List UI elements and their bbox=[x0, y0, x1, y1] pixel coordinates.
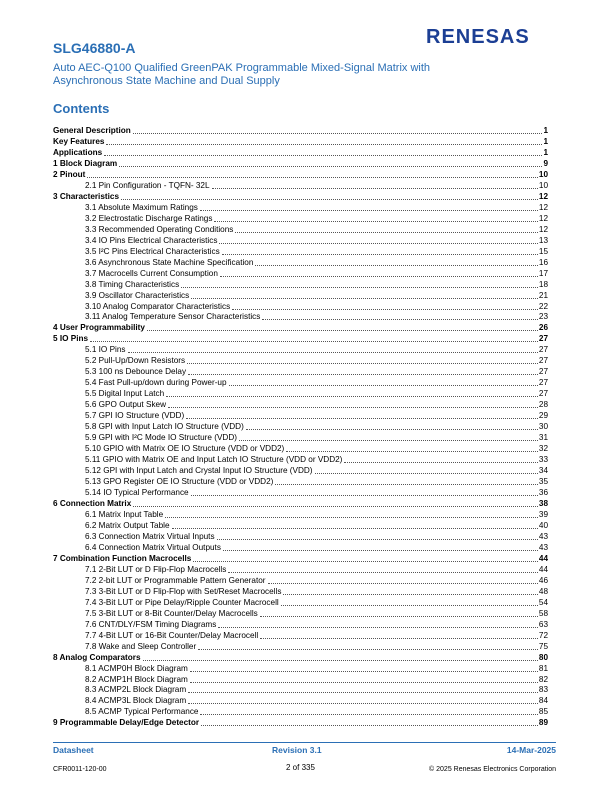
toc-entry-title: General Description bbox=[53, 126, 131, 135]
toc-entry-page: 75 bbox=[538, 641, 548, 651]
toc-entry-title: 5.10 GPIO with Matrix OE IO Structure (VDD or VDD2) bbox=[85, 444, 285, 454]
toc-entry[interactable] bbox=[53, 280, 548, 290]
toc-entry-title: 5.12 GPI with Input Latch and Crystal Input IO Structure (VDD) bbox=[85, 466, 313, 476]
toc-entry[interactable] bbox=[53, 675, 548, 685]
toc-entry[interactable] bbox=[53, 148, 548, 158]
toc-entry-title: 5.4 Fast Pull-up/down during Power-up bbox=[85, 378, 227, 388]
toc-entry-page: 12 bbox=[538, 191, 548, 201]
toc-entry[interactable] bbox=[53, 225, 548, 235]
toc-entry[interactable] bbox=[53, 203, 548, 213]
toc-entry[interactable] bbox=[53, 466, 548, 476]
logo-text: RENESAS bbox=[426, 26, 530, 48]
toc-entry-page: 40 bbox=[538, 520, 548, 530]
toc-entry-title: 3.8 Timing Characteristics bbox=[85, 279, 180, 289]
toc-entry-page: 30 bbox=[538, 422, 548, 432]
toc-entry[interactable] bbox=[53, 433, 548, 443]
toc-entry-title: 4 User Programmability bbox=[53, 323, 145, 333]
toc-entry-page: 83 bbox=[538, 685, 548, 695]
toc-entry[interactable] bbox=[53, 170, 548, 180]
toc-entry[interactable] bbox=[53, 565, 548, 575]
toc-entry-page: 33 bbox=[538, 455, 548, 465]
toc-entry[interactable] bbox=[53, 345, 548, 355]
toc-leader-dots bbox=[201, 725, 538, 726]
toc-entry-title: 8.3 ACMP2L Block Diagram bbox=[85, 685, 187, 695]
toc-leader-dots bbox=[90, 341, 538, 342]
toc-entry-title: 8 Analog Comparators bbox=[53, 652, 141, 662]
toc-entry[interactable] bbox=[53, 411, 548, 421]
toc-entry[interactable] bbox=[53, 543, 548, 553]
toc-entry-title: 7.4 3-Bit LUT or Pipe Delay/Ripple Counter Macrocell bbox=[85, 597, 279, 607]
toc-entry-title: 3 Characteristics bbox=[53, 191, 119, 201]
toc-leader-dots bbox=[119, 166, 542, 167]
toc-entry-page: 1 bbox=[543, 147, 548, 157]
toc-entry-page: 72 bbox=[538, 630, 548, 640]
footer-divider bbox=[53, 742, 556, 743]
toc-leader-dots bbox=[133, 133, 543, 134]
toc-entry-title: 8.4 ACMP3L Block Diagram bbox=[85, 696, 187, 706]
toc-entry-page: 22 bbox=[538, 301, 548, 311]
toc-entry[interactable] bbox=[53, 521, 548, 531]
toc-leader-dots bbox=[165, 517, 538, 518]
toc-entry-page: 1 bbox=[543, 136, 548, 146]
toc-entry[interactable] bbox=[53, 455, 548, 465]
toc-entry[interactable] bbox=[53, 532, 548, 542]
toc-entry-title: 5.14 IO Typical Performance bbox=[85, 488, 189, 497]
toc-entry-title: 1 Block Diagram bbox=[53, 158, 118, 168]
toc-entry[interactable] bbox=[53, 302, 548, 312]
toc-entry[interactable] bbox=[53, 620, 548, 630]
toc-leader-dots bbox=[232, 309, 538, 310]
toc-entry-page: 12 bbox=[538, 202, 548, 212]
toc-entry-page: 44 bbox=[538, 553, 548, 563]
toc-entry[interactable] bbox=[53, 356, 548, 366]
toc-entry[interactable] bbox=[53, 685, 548, 695]
toc-entry-title: 8.1 ACMP0H Block Diagram bbox=[85, 663, 188, 673]
toc-entry-title: 6.4 Connection Matrix Virtual Outputs bbox=[85, 542, 221, 552]
toc-entry-title: Key Features bbox=[53, 136, 105, 146]
toc-entry-page: 17 bbox=[538, 268, 548, 278]
toc-leader-dots bbox=[286, 451, 538, 452]
toc-entry-title: 3.6 Asynchronous State Machine Specification bbox=[85, 257, 254, 267]
toc-entry-page: 26 bbox=[538, 323, 548, 333]
toc-entry[interactable] bbox=[53, 576, 548, 586]
footer-revision: Revision 3.1 bbox=[272, 745, 322, 755]
footer-code: CFR0011-120-00 bbox=[53, 766, 107, 773]
toc-entry[interactable] bbox=[53, 609, 548, 619]
toc-entry-title: 3.7 Macrocells Current Consumption bbox=[85, 268, 218, 278]
toc-entry-page: 38 bbox=[538, 498, 548, 508]
toc-entry-title: 5 IO Pins bbox=[53, 334, 89, 344]
toc-entry-title: 2 Pinout bbox=[53, 169, 86, 179]
toc-entry[interactable] bbox=[53, 554, 548, 564]
toc-entry-title: 7.1 2-Bit LUT or D Flip-Flop Macrocells bbox=[85, 564, 227, 574]
toc-leader-dots bbox=[188, 703, 538, 704]
toc-entry[interactable] bbox=[53, 707, 548, 717]
toc-entry-title: 6.2 Matrix Output Table bbox=[85, 520, 170, 530]
toc-entry-title: 5.3 100 ns Debounce Delay bbox=[85, 367, 187, 377]
toc-leader-dots bbox=[186, 418, 538, 419]
contents-heading: Contents bbox=[53, 101, 110, 116]
toc-entry-page: 27 bbox=[538, 345, 548, 355]
toc-leader-dots bbox=[255, 265, 537, 266]
footer-page-number: 2 of 335 bbox=[286, 763, 315, 772]
toc-entry-page: 10 bbox=[538, 180, 548, 190]
toc-entry-page: 23 bbox=[538, 312, 548, 322]
footer-copyright: © 2025 Renesas Electronics Corporation bbox=[429, 766, 556, 773]
toc-entry[interactable] bbox=[53, 137, 548, 147]
toc-entry-page: 39 bbox=[538, 509, 548, 519]
toc-leader-dots bbox=[121, 199, 538, 200]
toc-leader-dots bbox=[191, 298, 538, 299]
toc-entry-page: 29 bbox=[538, 411, 548, 421]
toc-leader-dots bbox=[188, 374, 538, 375]
toc-entry-title: 3.10 Analog Comparator Characteristics bbox=[85, 301, 231, 311]
toc-entry[interactable] bbox=[53, 291, 548, 301]
toc-leader-dots bbox=[106, 144, 542, 145]
toc-entry[interactable] bbox=[53, 312, 548, 322]
toc-entry-page: 16 bbox=[538, 257, 548, 267]
toc-entry-title: 6 Connection Matrix bbox=[53, 498, 132, 508]
toc-leader-dots bbox=[344, 462, 537, 463]
toc-entry[interactable] bbox=[53, 664, 548, 674]
toc-entry[interactable] bbox=[53, 653, 548, 663]
toc-entry-page: 12 bbox=[538, 224, 548, 234]
toc-entry-page: 9 bbox=[543, 158, 548, 168]
toc-entry-page: 27 bbox=[538, 378, 548, 388]
toc-leader-dots bbox=[128, 352, 538, 353]
toc-entry-page: 44 bbox=[538, 564, 548, 574]
toc-entry-page: 32 bbox=[538, 444, 548, 454]
toc-entry-page: 15 bbox=[538, 246, 548, 256]
toc-entry-page: 34 bbox=[538, 466, 548, 476]
toc-leader-dots bbox=[235, 232, 538, 233]
toc-entry-page: 28 bbox=[538, 400, 548, 410]
toc-entry[interactable] bbox=[53, 477, 548, 487]
toc-leader-dots bbox=[283, 594, 537, 595]
toc-leader-dots bbox=[190, 682, 538, 683]
toc-entry[interactable] bbox=[53, 587, 548, 597]
toc-leader-dots bbox=[218, 627, 538, 628]
toc-leader-dots bbox=[260, 638, 538, 639]
renesas-logo bbox=[426, 24, 558, 53]
toc-entry-page: 43 bbox=[538, 542, 548, 552]
toc-entry-title: 3.11 Analog Temperature Sensor Characteristics bbox=[85, 312, 261, 322]
toc-entry-title: 7.6 CNT/DLY/FSM Timing Diagrams bbox=[85, 619, 217, 629]
toc-entry-page: 82 bbox=[538, 674, 548, 684]
toc-leader-dots bbox=[188, 692, 538, 693]
toc-entry-page: 85 bbox=[538, 707, 548, 717]
toc-entry[interactable] bbox=[53, 181, 548, 191]
toc-leader-dots bbox=[166, 396, 538, 397]
toc-entry[interactable] bbox=[53, 389, 548, 399]
footer-date: 14-Mar-2025 bbox=[506, 745, 556, 755]
toc-entry-title: 5.13 GPO Register OE IO Structure (VDD or VDD2) bbox=[85, 477, 274, 487]
toc-entry[interactable] bbox=[53, 499, 548, 509]
toc-leader-dots bbox=[262, 319, 538, 320]
toc-entry-title: 5.7 GPI IO Structure (VDD) bbox=[85, 411, 185, 421]
toc-entry-page: 13 bbox=[538, 235, 548, 245]
toc-entry-page: 46 bbox=[538, 575, 548, 585]
toc-entry-title: 7 Combination Function Macrocells bbox=[53, 553, 192, 563]
toc-entry[interactable] bbox=[53, 126, 548, 136]
toc-leader-dots bbox=[172, 528, 538, 529]
toc-entry-title: 7.5 3-Bit LUT or 8-Bit Counter/Delay Macrocells bbox=[85, 608, 258, 618]
toc-leader-dots bbox=[212, 188, 538, 189]
toc-leader-dots bbox=[260, 616, 538, 617]
toc-entry-title: 8.5 ACMP Typical Performance bbox=[85, 707, 199, 717]
toc-entry-page: 81 bbox=[538, 663, 548, 673]
toc-entry[interactable] bbox=[53, 334, 548, 344]
toc-leader-dots bbox=[281, 605, 538, 606]
toc-entry-title: 3.1 Absolute Maximum Ratings bbox=[85, 202, 198, 212]
toc-entry-title: 7.7 4-Bit LUT or 16-Bit Counter/Delay Macrocell bbox=[85, 630, 259, 640]
toc-entry[interactable] bbox=[53, 247, 548, 257]
toc-entry[interactable] bbox=[53, 400, 548, 410]
toc-entry-page: 27 bbox=[538, 334, 548, 344]
toc-leader-dots bbox=[198, 649, 538, 650]
toc-entry-title: 5.1 IO Pins bbox=[85, 345, 126, 355]
toc-entry-page: 63 bbox=[538, 619, 548, 629]
toc-entry-title: 5.6 GPO Output Skew bbox=[85, 400, 167, 410]
toc-entry-title: 3.2 Electrostatic Discharge Ratings bbox=[85, 213, 213, 223]
toc-entry-page: 54 bbox=[538, 597, 548, 607]
toc-leader-dots bbox=[190, 671, 538, 672]
toc-leader-dots bbox=[87, 177, 538, 178]
toc-leader-dots bbox=[229, 385, 538, 386]
toc-entry-page: 10 bbox=[538, 169, 548, 179]
toc-entry-title: 7.3 3-Bit LUT or D Flip-Flop with Set/Reset Macrocells bbox=[85, 586, 282, 596]
toc-entry-title: 9 Programmable Delay/Edge Detector bbox=[53, 718, 200, 728]
toc-leader-dots bbox=[214, 221, 537, 222]
toc-entry-page: 27 bbox=[538, 367, 548, 377]
toc-entry-title: 5.5 Digital Input Latch bbox=[85, 389, 165, 399]
toc-leader-dots bbox=[223, 550, 538, 551]
toc-leader-dots bbox=[222, 254, 538, 255]
toc-entry-page: 31 bbox=[538, 433, 548, 443]
toc-leader-dots bbox=[104, 155, 542, 156]
toc-entry-page: 35 bbox=[538, 477, 548, 487]
toc-entry-page: 1 bbox=[543, 126, 548, 135]
toc-leader-dots bbox=[200, 210, 538, 211]
toc-entry-title: 2.1 Pin Configuration - TQFN- 32L bbox=[85, 180, 210, 190]
toc-entry-title: 6.3 Connection Matrix Virtual Inputs bbox=[85, 531, 215, 541]
toc-entry[interactable] bbox=[53, 258, 548, 268]
toc-entry[interactable] bbox=[53, 642, 548, 652]
toc-entry[interactable] bbox=[53, 269, 548, 279]
toc-leader-dots bbox=[275, 484, 538, 485]
toc-entry-title: 7.2 2-bit LUT or Programmable Pattern Generator bbox=[85, 575, 266, 585]
toc-entry-page: 12 bbox=[538, 213, 548, 223]
toc-entry-title: 5.2 Pull-Up/Down Resistors bbox=[85, 356, 186, 366]
toc-leader-dots bbox=[168, 407, 538, 408]
toc-entry[interactable] bbox=[53, 598, 548, 608]
toc-leader-dots bbox=[133, 506, 538, 507]
toc-leader-dots bbox=[143, 660, 538, 661]
toc-entry-title: 3.9 Oscillator Characteristics bbox=[85, 290, 190, 300]
toc-entry[interactable] bbox=[53, 323, 548, 333]
toc-entry[interactable] bbox=[53, 718, 548, 728]
toc-entry-title: 7.8 Wake and Sleep Controller bbox=[85, 641, 197, 651]
toc-entry[interactable] bbox=[53, 631, 548, 641]
toc-entry-page: 36 bbox=[538, 488, 548, 497]
toc-entry-title: 8.2 ACMP1H Block Diagram bbox=[85, 674, 188, 684]
toc-entry[interactable] bbox=[53, 192, 548, 202]
toc-leader-dots bbox=[191, 495, 538, 496]
toc-entry[interactable] bbox=[53, 378, 548, 388]
toc-leader-dots bbox=[246, 429, 538, 430]
toc-entry[interactable] bbox=[53, 214, 548, 224]
toc-entry[interactable] bbox=[53, 696, 548, 706]
toc-leader-dots bbox=[147, 330, 538, 331]
toc-entry-page: 58 bbox=[538, 608, 548, 618]
toc-entry-title: 3.4 IO Pins Electrical Characteristics bbox=[85, 235, 218, 245]
toc-entry-title: 5.11 GPIO with Matrix OE and Input Latch IO Structure (VDD or VDD2) bbox=[85, 455, 343, 465]
toc-entry-page: 43 bbox=[538, 531, 548, 541]
toc-entry[interactable] bbox=[53, 488, 548, 498]
toc-leader-dots bbox=[200, 714, 537, 715]
toc-entry[interactable] bbox=[53, 159, 548, 169]
toc-entry-page: 48 bbox=[538, 586, 548, 596]
toc-entry-title: 3.5 I²C Pins Electrical Characteristics bbox=[85, 246, 220, 256]
toc-entry[interactable] bbox=[53, 444, 548, 454]
toc-entry-title: 5.9 GPI with I²C Mode IO Structure (VDD) bbox=[85, 433, 237, 443]
toc-leader-dots bbox=[220, 276, 538, 277]
toc-entry-page: 89 bbox=[538, 718, 548, 728]
toc-leader-dots bbox=[228, 572, 538, 573]
toc-entry-title: 6.1 Matrix Input Table bbox=[85, 509, 164, 519]
toc-entry-page: 27 bbox=[538, 356, 548, 366]
toc-entry-title: Applications bbox=[53, 147, 103, 157]
footer-doc-type: Datasheet bbox=[53, 745, 94, 755]
toc-entry[interactable] bbox=[53, 422, 548, 432]
toc-leader-dots bbox=[315, 473, 538, 474]
toc-leader-dots bbox=[193, 561, 538, 562]
document-title: SLG46880-A bbox=[53, 40, 136, 56]
toc-entry-title: 3.3 Recommended Operating Conditions bbox=[85, 224, 234, 234]
toc-entry[interactable] bbox=[53, 236, 548, 246]
toc-leader-dots bbox=[217, 539, 538, 540]
toc-entry[interactable] bbox=[53, 510, 548, 520]
toc-leader-dots bbox=[219, 243, 537, 244]
toc-leader-dots bbox=[181, 287, 538, 288]
toc-entry-page: 84 bbox=[538, 696, 548, 706]
toc-entry-page: 21 bbox=[538, 290, 548, 300]
toc-leader-dots bbox=[268, 583, 538, 584]
toc-entry-page: 18 bbox=[538, 279, 548, 289]
toc-entry[interactable] bbox=[53, 367, 548, 377]
document-subtitle: Auto AEC-Q100 Qualified GreenPAK Programmable Mixed-Signal Matrix with Asynchronous State Machine and Dual Supply bbox=[53, 62, 431, 87]
toc-entry-title: 5.8 GPI with Input Latch IO Structure (VDD) bbox=[85, 422, 244, 432]
toc-leader-dots bbox=[187, 363, 538, 364]
toc-entry-page: 80 bbox=[538, 652, 548, 662]
toc-entry-page: 27 bbox=[538, 389, 548, 399]
toc-leader-dots bbox=[239, 440, 538, 441]
